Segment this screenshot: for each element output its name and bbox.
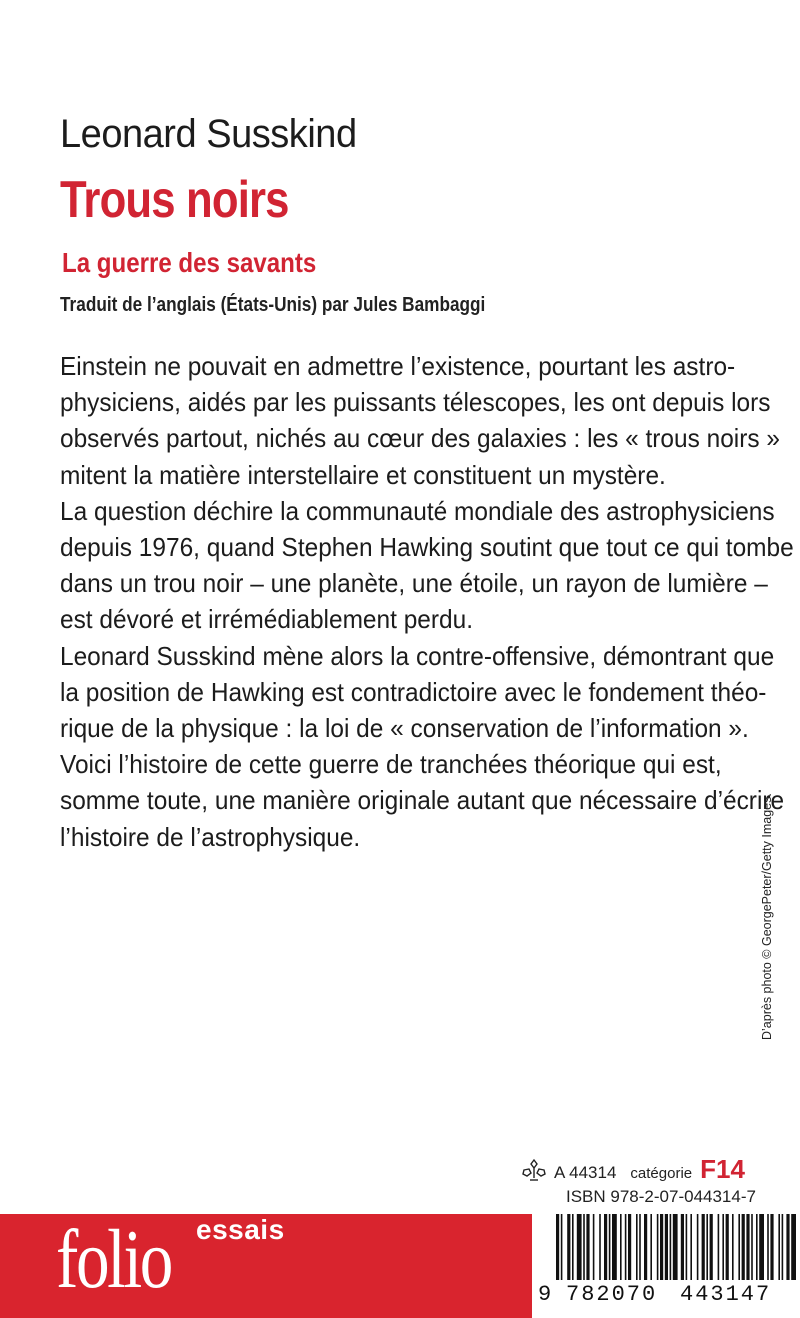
- barcode-bar: [599, 1214, 601, 1280]
- barcode-bars: [536, 1212, 800, 1284]
- barcode-bar: [718, 1214, 720, 1280]
- blurb-line: la position de Hawking est contradictoire avec le fondement théo-: [60, 676, 767, 707]
- blurb-text: [60, 348, 794, 855]
- barcode-bar: [577, 1214, 582, 1280]
- blurb-line: l’histoire de l’astrophysique.: [60, 821, 361, 852]
- barcode-bar: [732, 1214, 734, 1280]
- barcode-bar: [639, 1214, 641, 1280]
- author-name: Leonard Susskind: [60, 112, 357, 156]
- barcode-bar: [751, 1214, 753, 1280]
- blurb-paragraph: [60, 746, 785, 855]
- translation-credit: Traduit de l’anglais (États-Unis) par Jules Bambaggi: [60, 294, 486, 316]
- blurb-line: Einstein ne pouvait en admettre l’existence, pourtant les astro-: [60, 351, 736, 381]
- barcode-bar: [612, 1214, 617, 1280]
- barcode-bar: [644, 1214, 647, 1280]
- barcode-bar: [702, 1214, 705, 1280]
- blurb-line: est dévoré et irrémédiablement perdu.: [60, 604, 473, 635]
- barcode-bar: [738, 1214, 740, 1280]
- blurb-paragraph: [60, 638, 780, 747]
- blurb-line: Leonard Susskind mène alors la contre-offensive, démontrant que: [60, 640, 775, 671]
- category-label: catégorie: [630, 1165, 693, 1182]
- blurb-line: La question déchire la communauté mondiale des astrophysiciens: [60, 495, 775, 526]
- barcode-bar: [722, 1214, 724, 1280]
- barcode-bar: [670, 1214, 672, 1280]
- barcode-bar: [681, 1214, 684, 1280]
- barcode-bar: [620, 1214, 622, 1280]
- barcode-bar: [686, 1214, 688, 1280]
- barcode-bar: [556, 1214, 559, 1280]
- isbn-text: ISBN 978-2-07-044314-7: [566, 1187, 756, 1206]
- barcode-bar: [710, 1214, 713, 1280]
- gallimard-logo-icon: [520, 1158, 548, 1184]
- book-title: Trous noirs: [60, 171, 289, 229]
- barcode-bar: [665, 1214, 668, 1280]
- catalog-code: A 44314: [554, 1163, 617, 1182]
- category-value: F14: [700, 1154, 745, 1184]
- barcode-digits-left: 782070: [566, 1282, 658, 1307]
- barcode-bar: [650, 1214, 652, 1280]
- blurb-line: Voici l’histoire de cette guerre de tranchées théorique qui est,: [60, 749, 722, 780]
- barcode-bar: [628, 1214, 631, 1280]
- photo-credit: D’après photo © GeorgePeter/Getty Images.: [760, 793, 774, 1040]
- blurb-line: somme toute, une manière originale autant que nécessaire d’écrire: [60, 785, 785, 816]
- catalog-row: [520, 1152, 745, 1184]
- barcode-bar: [583, 1214, 585, 1280]
- essais-label: essais: [196, 1214, 285, 1245]
- barcode-bar: [593, 1214, 595, 1280]
- blurb-paragraph: [60, 493, 794, 638]
- barcode-bar: [756, 1214, 758, 1280]
- barcode-bar: [697, 1214, 699, 1280]
- barcode-bar: [572, 1214, 574, 1280]
- barcode-bar: [567, 1214, 570, 1280]
- blurb-line: observés partout, nichés au cœur des galaxies : les « trous noirs »: [60, 423, 780, 454]
- barcode-bar: [782, 1214, 784, 1280]
- barcode-bar: [609, 1214, 611, 1280]
- barcode-bar: [778, 1214, 780, 1280]
- blurb-paragraph: [60, 348, 780, 493]
- barcode-bar: [657, 1214, 659, 1280]
- barcode-bar: [767, 1214, 769, 1280]
- blurb-line: mitent la matière interstellaire et constituent un mystère.: [60, 459, 666, 490]
- barcode-bar: [742, 1214, 745, 1280]
- barcode-bar: [759, 1214, 764, 1280]
- barcode-bar: [746, 1214, 749, 1280]
- blurb-line: depuis 1976, quand Stephen Hawking soutint que tout ce qui tombe: [60, 532, 794, 563]
- barcode: [536, 1212, 800, 1318]
- blurb-line: rique de la physique : la loi de « conservation de l’information ».: [60, 713, 749, 744]
- barcode-bar: [625, 1214, 627, 1280]
- barcode-bar: [770, 1214, 773, 1280]
- barcode-bar: [673, 1214, 678, 1280]
- barcode-bar: [690, 1214, 692, 1280]
- barcode-bar: [586, 1214, 589, 1280]
- barcode-bar: [660, 1214, 663, 1280]
- barcode-digit-first: 9: [538, 1282, 552, 1307]
- barcode-bar: [726, 1214, 729, 1280]
- blurb-line: dans un trou noir – une planète, une étoile, un rayon de lumière –: [60, 568, 768, 599]
- barcode-bar: [636, 1214, 638, 1280]
- folio-logo: folio: [56, 1213, 171, 1306]
- barcode-bar: [786, 1214, 789, 1280]
- barcode-digits-right: 443147: [680, 1282, 772, 1307]
- barcode-bar: [604, 1214, 607, 1280]
- barcode-bar: [561, 1214, 563, 1280]
- barcode-bar: [791, 1214, 796, 1280]
- barcode-bar: [706, 1214, 708, 1280]
- book-subtitle: La guerre des savants: [62, 247, 317, 278]
- blurb-line: physiciens, aidés par les puissants télescopes, les ont depuis lors: [60, 387, 771, 418]
